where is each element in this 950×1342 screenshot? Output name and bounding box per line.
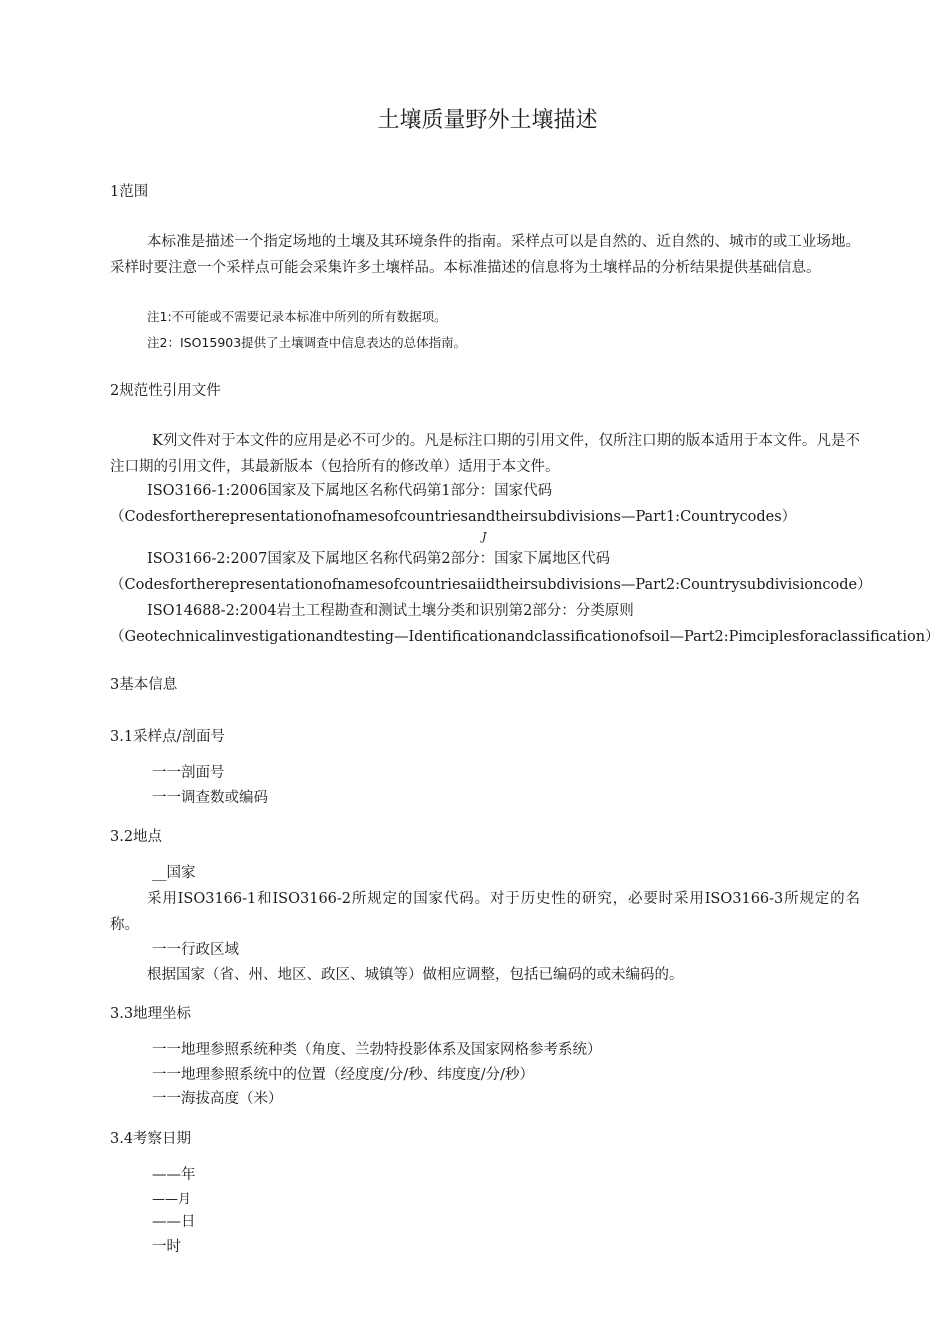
list-item: 一一调查数或编码: [152, 790, 268, 806]
list-item: 一一海拔高度（米）: [152, 1091, 283, 1107]
reference-1: ISO3166-1:2006国家及下属地区名称代码第1部分：国家代码: [147, 483, 553, 499]
section-1-paragraph: 本标准是描述一个指定场地的土壤及其环境条件的指南。采样点可以是自然的、近自然的、城市的或工业场地。采样时要注意一个采样点可能会采集许多土壤样品。本标准描述的信息将为土壤样品的分析结果提供基础信息。: [110, 234, 860, 276]
list-item: 一一剖面号: [152, 765, 225, 781]
section-3-1-heading: 3.1采样点/剖面号: [110, 729, 225, 745]
section-3-2-paragraph-1: 采用ISO3166-1和ISO3166-2所规定的国家代码。对于历史性的研究，必要时采用ISO3166-3所规定的名称。: [110, 891, 860, 933]
section-3-3-heading: 3.3地理坐标: [110, 1006, 192, 1022]
note-2: 注2：ISO15903提供了土壤调查中信息表达的总体指南。: [147, 335, 467, 350]
list-item: ——月: [152, 1192, 192, 1207]
reference-1-english: （Codesfortherepresentationofnamesofcountriesandtheirsubdivisions—Part1:Countrycodes）: [110, 509, 797, 525]
section-2-paragraph: K列文件对于本文件的应用是必不可少的。凡是标注口期的引用文件，仅所注口期的版本适用于本文件。凡是不注口期的引用文件，其最新版本（包拾所有的修改单）适用于本文件。: [110, 433, 860, 475]
list-item: __国家: [152, 865, 196, 881]
list-item: 一一地理参照系统种类（角度、兰勃特投影体系及国家网格参考系统）: [152, 1042, 602, 1058]
list-item: ——日: [152, 1214, 196, 1230]
reference-3: ISO14688-2:2004岩土工程勘查和测试土壤分类和识别第2部分：分类原则: [147, 603, 634, 619]
page-title: 土壤质量野外土壤描述: [377, 108, 598, 133]
section-3-heading: 3基本信息: [110, 677, 178, 693]
list-item: 一一地理参照系统中的位置（经度度/分/秒、纬度度/分/秒）: [152, 1067, 535, 1083]
section-2-heading: 2规范性引用文件: [110, 383, 221, 399]
section-1-heading: 1范围: [110, 184, 149, 200]
section-3-4-heading: 3.4考察日期: [110, 1131, 192, 1147]
note-1: 注1:不可能或不需要记录本标准中所列的所有数据项。: [147, 309, 447, 324]
section-3-2-paragraph-2: 根据国家（省、州、地区、政区、城镇等）做相应调整，包括已编码的或未编码的。: [147, 967, 684, 983]
stray-mark: J: [482, 530, 487, 543]
reference-2-english: （Codesfortherepresentationofnamesofcountriesaiidtheirsubdivisions—Part2:Countrysubdivisioncode）: [110, 577, 872, 593]
section-3-2-heading: 3.2地点: [110, 829, 163, 845]
list-item: ——年: [152, 1167, 196, 1183]
reference-3-english: （Geotechnicalinvestigationandtesting—Identificationandclassificationofsoil—Part2:Pimciplesforaclassification）: [110, 629, 940, 645]
reference-2: ISO3166-2:2007国家及下属地区名称代码第2部分：国家下属地区代码: [147, 551, 611, 567]
list-item: 一一行政区域: [152, 942, 239, 958]
list-item: 一时: [152, 1239, 181, 1255]
